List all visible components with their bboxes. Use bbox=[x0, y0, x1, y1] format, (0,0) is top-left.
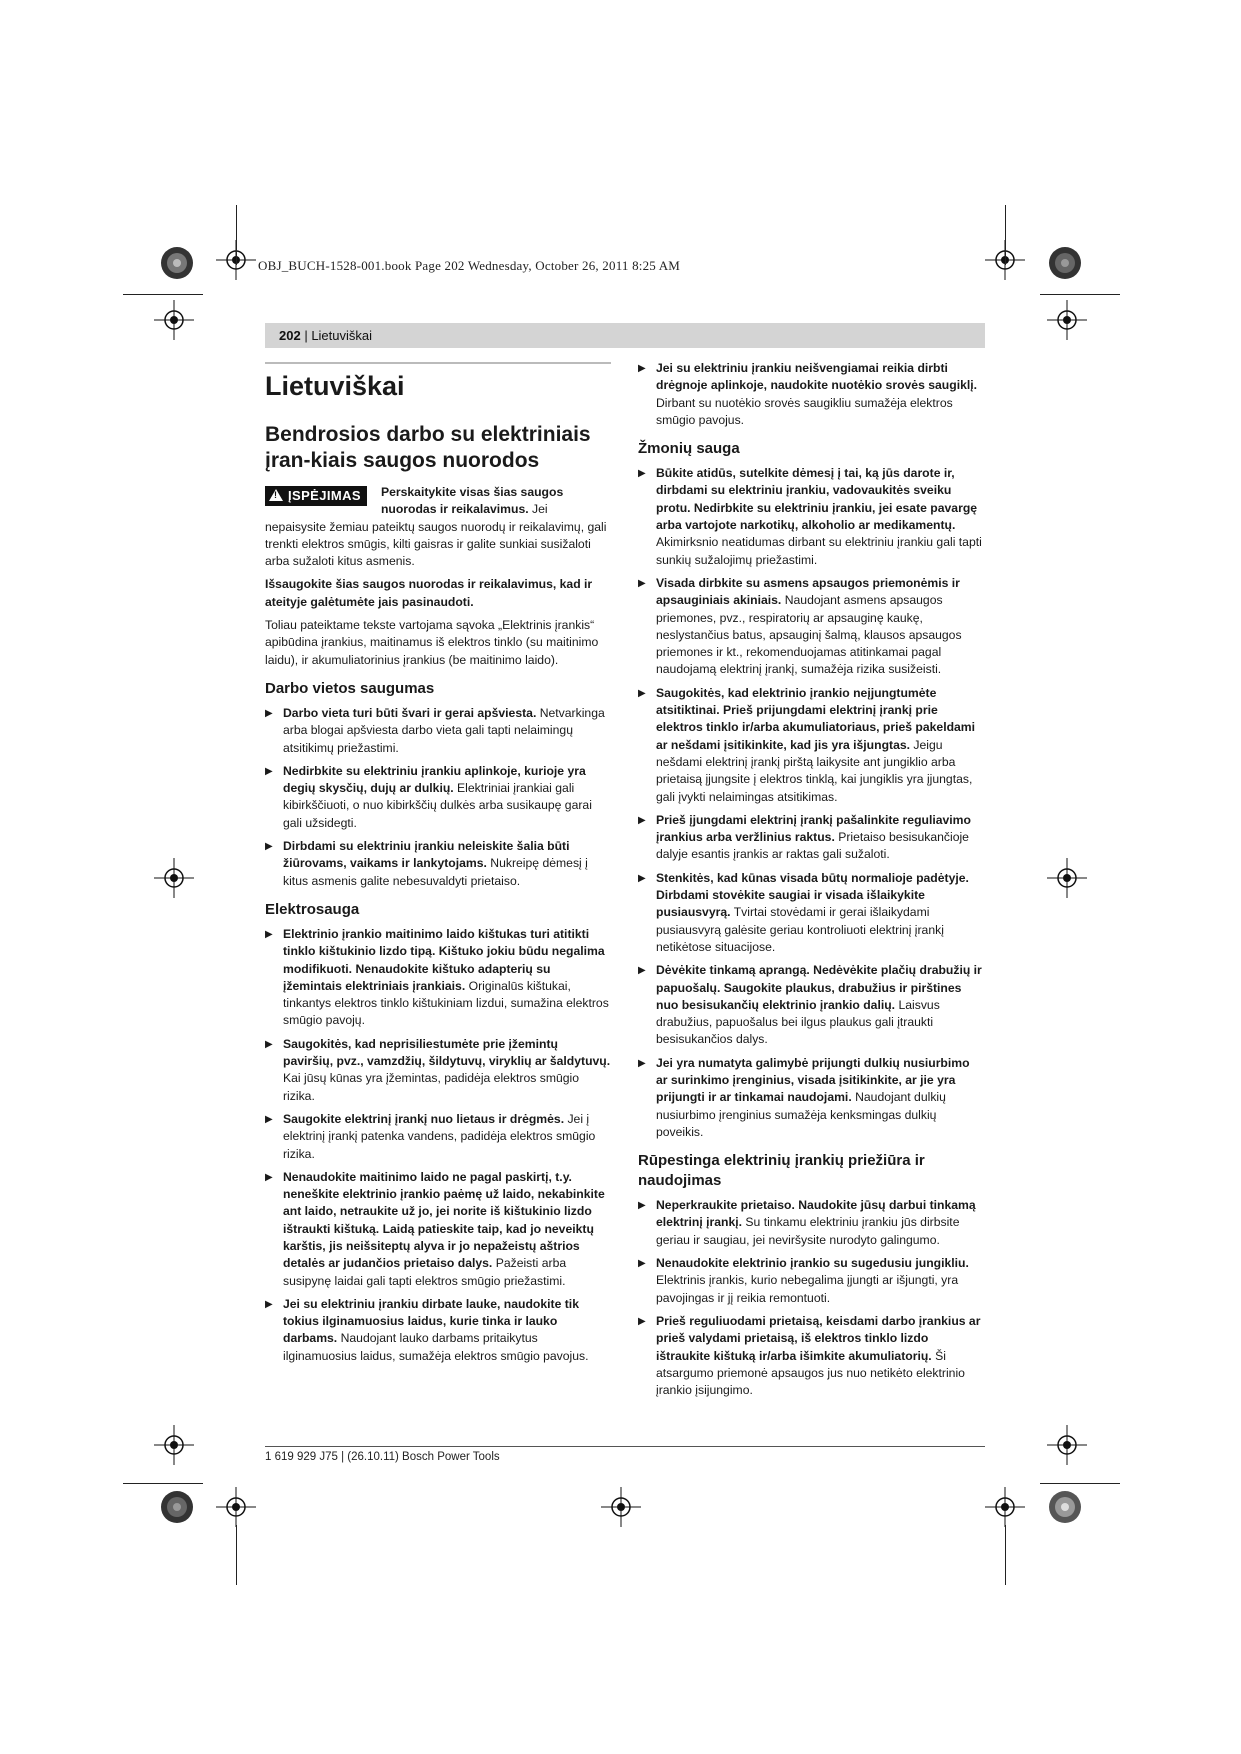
registration-mark-icon bbox=[154, 300, 194, 340]
bullet-icon: ▶ bbox=[638, 872, 646, 884]
list-item bbox=[265, 763, 611, 832]
item-bold: Būkite atidūs, sutelkite dėmesį į tai, ką jūs darote ir, dirbdami su elektriniu įrankiu, vadovaukitės sveiku protu. Nedirbkite su elektriniu įrankiu, jei esate pavargę arba vartojote narkotikų, alkoholio ar medikamentų. bbox=[656, 466, 978, 533]
item-bold: Nedirbkite su elektriniu įrankiu aplinkoje, kurioje yra degių skysčių, dujų ar dulkių. bbox=[283, 763, 586, 796]
item-text: Naudojant asmens apsaugos priemones, pvz., respiratorių ar apsauginę kaukę, neslystančius batus, apsauginį šalmą, klausos apsaugos priemones ir kt., rekomenduojamas atitinkamai pagal naudojamą elektrinį įrankį, sumažėja rizika susižeisti. bbox=[656, 593, 962, 677]
list-item bbox=[638, 870, 984, 956]
item-bold: Nenaudokite elektrinio įrankio su sugedusiu jungikliu. bbox=[656, 1256, 969, 1271]
work-area-title: Darbo vietos saugumas bbox=[265, 679, 435, 697]
item-text: Elektriniai įrankiai gali kibirkščiuoti, o nuo kibirkščių dulkės arba susikaupę garai gali užsidegti. bbox=[283, 781, 592, 830]
bullet-icon: ▶ bbox=[265, 1298, 273, 1310]
section-title: Bendrosios darbo su elektriniais įran-kiais saugos nuorodos bbox=[265, 423, 591, 472]
item-text: Dirbant su nuotėkio srovės saugikliu sumažėja elektros smūgio pavojus. bbox=[656, 395, 953, 427]
bullet-icon: ▶ bbox=[265, 707, 273, 719]
crop-line bbox=[123, 294, 203, 295]
color-rosette-icon bbox=[160, 246, 194, 280]
print-info-line: OBJ_BUCH-1528-001.book Page 202 Wednesday, October 26, 2011 8:25 AM bbox=[258, 258, 681, 273]
item-text: Ši atsargumo priemonė apsaugos jus nuo netikėto elektrinio įrankio įsijungimo. bbox=[656, 1348, 965, 1398]
language-title: Lietuviškai bbox=[265, 371, 405, 401]
item-bold: Saugokitės, kad elektrinio įrankio neįjungtumėte atsitiktinai. Prieš prijungdami elektrinį įrankį prie elektros tinklo ir/arba akumuliatoriaus, prieš pakeldami ar nešdami įsitikinkite, kad jis yra išjungtas. bbox=[656, 685, 976, 752]
bullet-icon: ▶ bbox=[265, 841, 273, 853]
item-text: Netvarkinga arba blogai apšviesta darbo vieta gali tapti nelaimingų atsitikimų priežastimi. bbox=[283, 705, 605, 755]
list-item bbox=[265, 926, 611, 1030]
item-bold: Darbo vieta turi būti švari ir gerai apšviesta. bbox=[283, 705, 537, 720]
item-bold: Saugokite elektrinį įrankį nuo lietaus ir drėgmės. bbox=[283, 1111, 565, 1126]
item-bold: Stenkitės, kad kūnas visada būtų normalioje padėtyje. Dirbdami stovėkite saugiai ir visada išlaikykite pusiausvyrą. bbox=[656, 870, 969, 920]
item-bold: Prieš įjungdami elektrinį įrankį pašalinkite reguliavimo įrankius arba veržlinius raktus. bbox=[656, 812, 971, 845]
registration-mark-icon bbox=[601, 1487, 641, 1527]
crop-line bbox=[236, 205, 237, 265]
item-text: Nukreipę dėmesį į kitus asmenis galite nebesuvaldyti prietaiso. bbox=[283, 856, 588, 888]
list-item bbox=[265, 1111, 611, 1163]
color-rosette-icon bbox=[1048, 246, 1082, 280]
list-item bbox=[265, 705, 611, 757]
registration-mark-icon bbox=[216, 1487, 256, 1527]
item-text: Kai jūsų kūnas yra įžemintas, padidėja elektros smūgio rizika. bbox=[283, 1071, 580, 1103]
item-text: Naudojant dulkių nusiurbimo įrenginius sumažėja kenksmingas dulkių poveikis. bbox=[656, 1090, 946, 1139]
registration-mark-icon bbox=[985, 1487, 1025, 1527]
list-item bbox=[638, 1313, 984, 1399]
item-text: Prietaiso besisukančioje dalyje esantis įrankis ar raktas gali sužaloti. bbox=[656, 830, 969, 862]
warning-badge bbox=[265, 486, 367, 506]
bullet-icon: ▶ bbox=[265, 765, 273, 777]
bullet-icon: ▶ bbox=[265, 928, 273, 940]
bullet-icon: ▶ bbox=[638, 577, 646, 589]
crop-line bbox=[1040, 294, 1120, 295]
list-item bbox=[265, 1169, 611, 1290]
bullet-icon: ▶ bbox=[638, 965, 646, 977]
warning-bold: Perskaitykite visas šias saugos nuorodas ir reikalavimus. bbox=[380, 485, 564, 517]
footer-rule bbox=[265, 1446, 985, 1447]
item-text: Akimirksnio neatidumas dirbant su elektriniu įrankiu gali tapti sunkių sužalojimų priežastimi. bbox=[656, 535, 982, 567]
list-item bbox=[638, 1055, 984, 1141]
warning-badge-label: ĮSPĖJIMAS bbox=[288, 488, 361, 503]
bullet-icon: ▶ bbox=[265, 1171, 273, 1183]
item-bold: Jei su elektriniu įrankiu dirbate lauke, naudokite tik tokius ilginamuosius laidus, kurie tinka ir lauko darbams. bbox=[283, 1296, 579, 1346]
page-header bbox=[265, 323, 985, 348]
definition-paragraph: Toliau pateiktame tekste vartojama sąvoka „Elektrinis įrankis“ apibūdina įrankius, maitinamus iš elektros tinklo (su maitinimo laidu), ir akumuliatorinius įrankius (be maitinimo laido). bbox=[265, 618, 599, 667]
bullet-icon: ▶ bbox=[638, 1200, 646, 1212]
item-text: Originalūs kištukai, tinkantys elektros tinklo kištukiniam lizdui, sumažina elektros smūgio pavojų. bbox=[283, 978, 609, 1028]
list-item bbox=[265, 838, 611, 890]
list-item bbox=[638, 685, 984, 806]
registration-mark-icon bbox=[1047, 1425, 1087, 1465]
item-text: Laisvus drabužius, papuošalus bei ilgus plaukus gali įtraukti besisukančios dalys. bbox=[656, 997, 940, 1047]
page-footer: 1 619 929 J75 | (26.10.11) Bosch Power Tools bbox=[265, 1451, 500, 1463]
registration-mark-icon bbox=[154, 1425, 194, 1465]
bullet-icon: ▶ bbox=[638, 1315, 646, 1327]
tool-care-title: Rūpestinga elektrinių įrankių priežiūra ir naudojimas bbox=[638, 1152, 925, 1190]
list-item bbox=[638, 812, 984, 864]
registration-mark-icon bbox=[154, 858, 194, 898]
header-section: Lietuviškai bbox=[311, 328, 373, 343]
item-text: Naudojant lauko darbams pritaikytus ilginamuosius laidus, sumažėja elektros smūgio pavojus. bbox=[283, 1331, 589, 1363]
bullet-icon: ▶ bbox=[638, 1057, 646, 1069]
item-bold: Dėvėkite tinkamą aprangą. Nedėvėkite plačių drabužių ir papuošalų. Saugokite plaukus, drabužius ir pirštines nuo besisukančių elektrinio įrankio dalių. bbox=[656, 963, 982, 1012]
list-item bbox=[638, 465, 984, 569]
item-bold: Neperkraukite prietaiso. Naudokite jūsų darbui tinkamą elektrinį įrankį. bbox=[656, 1198, 976, 1230]
list-item bbox=[638, 1197, 984, 1249]
bullet-icon: ▶ bbox=[265, 1038, 273, 1050]
page-number: 202 bbox=[279, 328, 301, 343]
column-rule bbox=[265, 362, 611, 364]
bullet-icon: ▶ bbox=[638, 1258, 646, 1270]
bullet-icon: ▶ bbox=[265, 1113, 273, 1125]
bullet-icon: ▶ bbox=[638, 468, 646, 480]
crop-line bbox=[123, 1483, 203, 1484]
keep-note: Išsaugokite šias saugos nuorodas ir reikalavimus, kad ir ateityje galėtumėte jais pasinaudoti. bbox=[265, 577, 593, 609]
bullet-icon: ▶ bbox=[638, 687, 646, 699]
item-text: Su tinkamu elektriniu įrankiu jūs dirbsite geriau ir saugiau, jei neviršysite nurodyto galingumo. bbox=[656, 1215, 960, 1247]
personal-safety-title: Žmonių sauga bbox=[638, 440, 740, 458]
header-separator: | bbox=[300, 328, 312, 343]
left-column bbox=[265, 362, 611, 1371]
item-text: Jeigu nešdami elektrinį įrankį pirštą laikysite ant jungiklio arba prietaisą įjungsite į elektros tinklą, kai jungiklis yra įjungtas, gali įvykti nelaimingas atsitikimas. bbox=[656, 737, 973, 804]
item-bold: Saugokitės, kad neprisiliestumėte prie įžemintų paviršių, pvz., vamzdžių, šildytuvų, viryklių ar šaldytuvų. bbox=[283, 1036, 611, 1069]
warning-body: Jei nepaisysite žemiau pateiktų saugos nuorodų ir reikalavimų, gali trenkti elektros smūgis, kilti gaisras ir galite sunkiai susižaloti arba sužaloti kitus asmenis. bbox=[265, 502, 607, 569]
warning-block bbox=[265, 484, 611, 570]
item-bold: Prieš reguliuodami prietaisą, keisdami darbo įrankius ar prieš valydami prietaisą, iš elektros tinklo lizdo ištraukite kištuką ir/arba išimkite akumuliatorių. bbox=[656, 1313, 981, 1363]
registration-mark-icon bbox=[1047, 858, 1087, 898]
crop-line bbox=[1005, 1525, 1006, 1585]
item-bold: Jei yra numatyta galimybė prijungti dulkių nusiurbimo ar surinkimo įrenginius, visada įsitikinkite, ar jie yra prijungti ir ar tinkamai naudojami. bbox=[656, 1055, 970, 1105]
item-bold: Dirbdami su elektriniu įrankiu neleiskite šalia būti žiūrovams, vaikams ir lankytojams. bbox=[283, 839, 570, 871]
list-item bbox=[265, 1036, 611, 1105]
right-column bbox=[638, 360, 984, 1405]
item-bold: Jei su elektriniu įrankiu neišvengiamai reikia dirbti drėgnoje aplinkoje, naudokite nuotėkio srovės saugiklį. bbox=[656, 361, 978, 393]
warning-triangle-icon bbox=[269, 489, 283, 501]
list-item bbox=[638, 1255, 984, 1307]
item-text: Tvirtai stovėdami ir gerai išlaikydami pusiausvyrą galėsite geriau kontroliuoti elektrinį įrankį netikėtose situacijose. bbox=[656, 905, 944, 954]
item-bold: Elektrinio įrankio maitinimo laido kištukas turi atitikti tinklo kištukinio lizdo tipą. Kištuko jokiu būdu negalima modifikuoti. Nenaudokite kištuko adapterių su įžemintais elektriniais įrankiais. bbox=[283, 926, 605, 993]
color-rosette-icon bbox=[160, 1490, 194, 1524]
bullet-icon: ▶ bbox=[638, 814, 646, 826]
crop-line bbox=[1005, 205, 1006, 265]
crop-line bbox=[1040, 1483, 1120, 1484]
bullet-icon: ▶ bbox=[638, 363, 646, 374]
list-item bbox=[638, 962, 984, 1048]
item-bold: Nenaudokite maitinimo laido ne pagal paskirtį, t.y. neneškite elektrinio įrankio paėmę už laido, nekabinkite ant laido, netraukite už jo, jei norite iš kištukinio lizdo ištraukti kištuką. Laidą patieskite taip, kad jo neveiktų karštis, jis neišsiteptų alyva ir jo nepažeistų aštrios detalės ar judančios prietaiso dalys. bbox=[283, 1169, 605, 1271]
registration-mark-icon bbox=[1047, 300, 1087, 340]
crop-line bbox=[236, 1525, 237, 1585]
electrical-title: Elektrosauga bbox=[265, 900, 360, 918]
list-item bbox=[638, 360, 984, 429]
item-bold: Visada dirbkite su asmens apsaugos priemonėmis ir apsauginiais akiniais. bbox=[656, 575, 960, 608]
list-item bbox=[265, 1296, 611, 1365]
list-item bbox=[638, 575, 984, 679]
item-text: Jei į elektrinį įrankį patenka vandens, padidėja elektros smūgio rizika. bbox=[283, 1111, 596, 1161]
item-text: Pažeisti arba susipynę laidai gali tapti elektros smūgio priežastimi. bbox=[283, 1256, 567, 1288]
item-text: Elektrinis įrankis, kurio nebegalima įjungti ar išjungti, yra pavojingas ir jį reikia remontuoti. bbox=[656, 1273, 959, 1305]
color-rosette-icon bbox=[1048, 1490, 1082, 1524]
